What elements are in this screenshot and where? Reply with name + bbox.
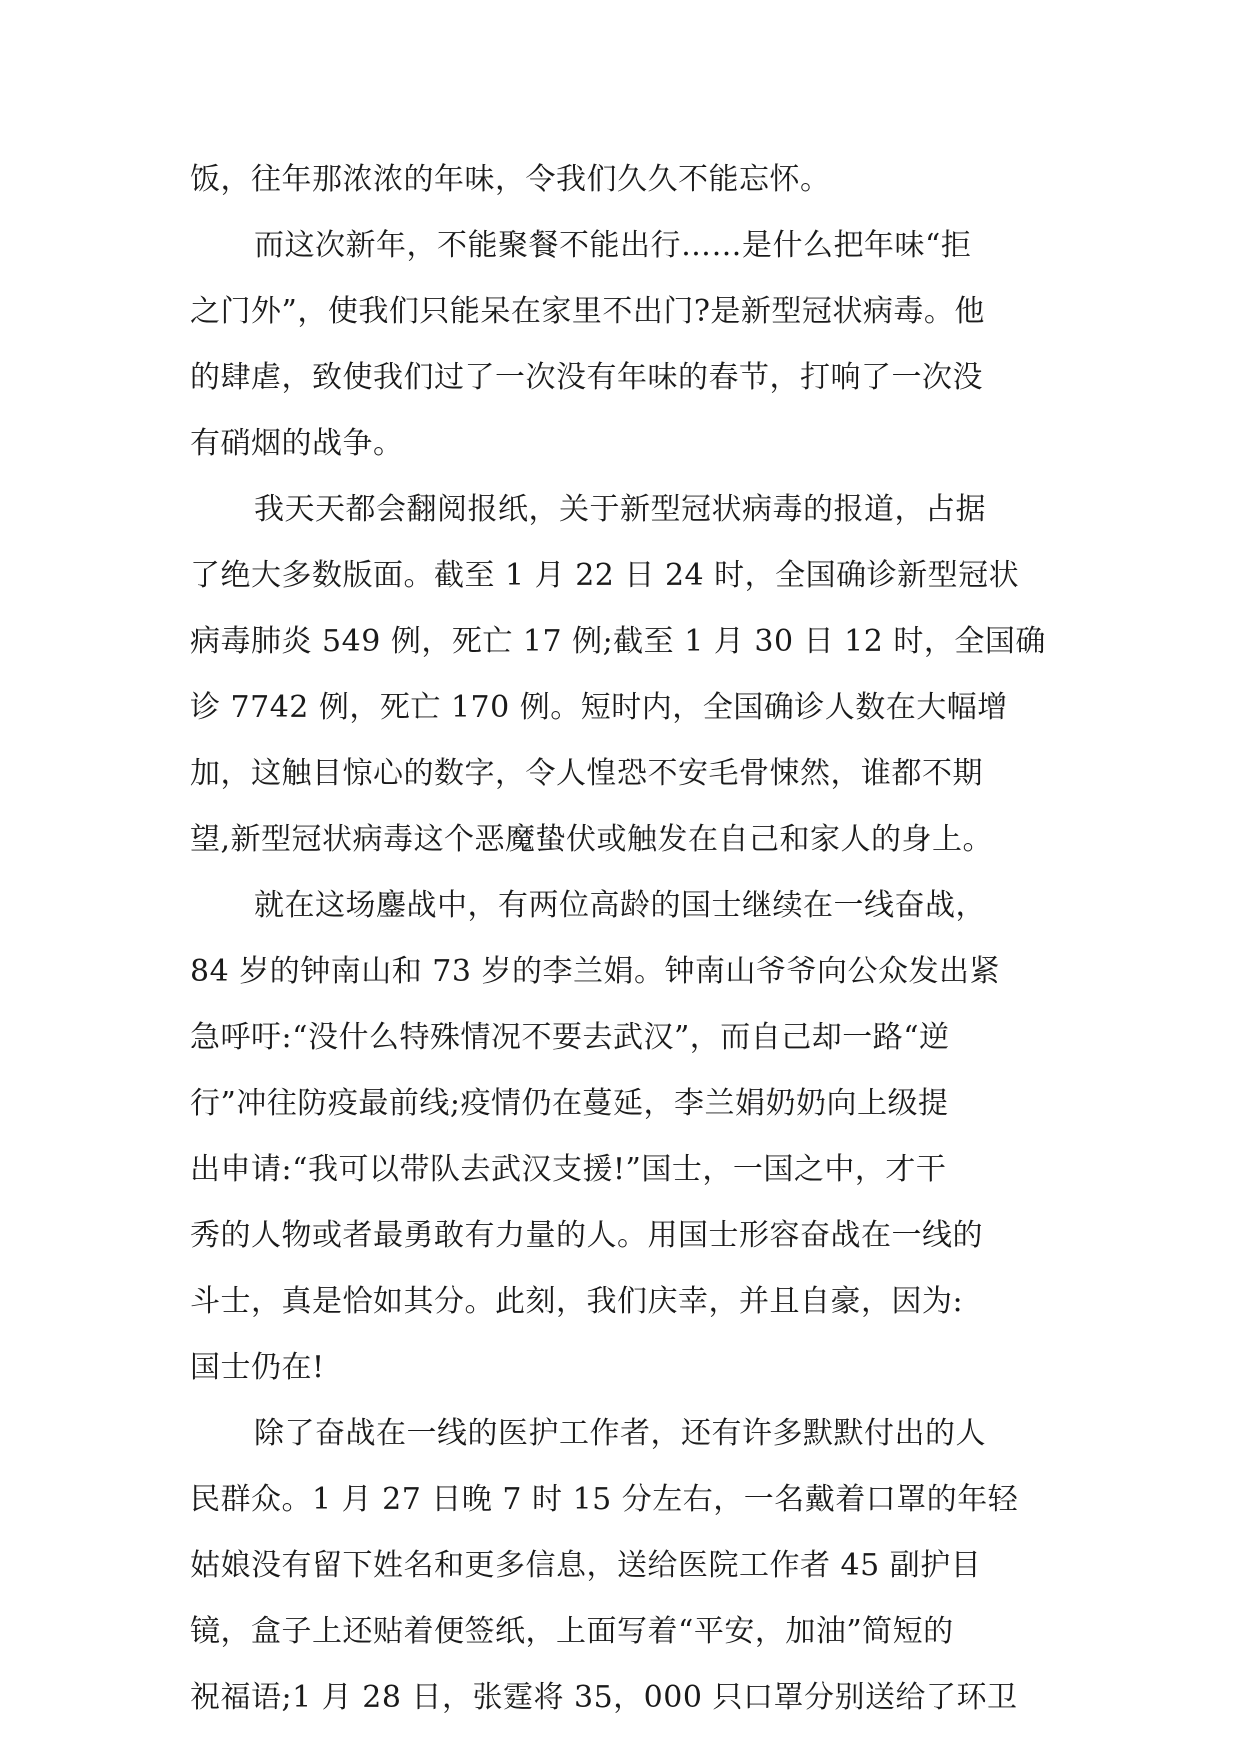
text-line: 祝福语;1 月 28 日，张霆将 35，000 只口罩分别送给了环卫 bbox=[190, 1680, 1018, 1715]
text-line: 斗士，真是恰如其分。此刻，我们庆幸，并且自豪，因为: bbox=[190, 1284, 964, 1319]
text-line: 望,新型冠状病毒这个恶魔蛰伏或触发在自己和家人的身上。 bbox=[190, 822, 994, 857]
text-line: 诊 7742 例，死亡 170 例。短时内，全国确诊人数在大幅增 bbox=[190, 690, 1008, 725]
text-line: 病毒肺炎 549 例，死亡 17 例;截至 1 月 30 日 12 时，全国确 bbox=[190, 624, 1046, 659]
text-line: 饭，往年那浓浓的年味，令我们久久不能忘怀。 bbox=[190, 162, 831, 197]
text-line: 镜，盒子上还贴着便签纸，上面写着“平安，加油”简短的 bbox=[190, 1614, 954, 1649]
text-line: 加，这触目惊心的数字，令人惶恐不安毛骨悚然，谁都不期 bbox=[190, 756, 983, 791]
text-line: 行”冲往防疫最前线;疫情仍在蔓延，李兰娟奶奶向上级提 bbox=[190, 1086, 949, 1121]
paragraph-start-line: 我天天都会翻阅报纸，关于新型冠状病毒的报道，占据 bbox=[254, 492, 986, 527]
paragraph-start-line: 就在这场鏖战中，有两位高龄的国士继续在一线奋战， bbox=[254, 888, 986, 923]
text-line: 了绝大多数版面。截至 1 月 22 日 24 时，全国确诊新型冠状 bbox=[190, 558, 1020, 593]
paragraph-start-line: 而这次新年，不能聚餐不能出行……是什么把年味“拒 bbox=[254, 228, 972, 263]
paragraph-start-line: 除了奋战在一线的医护工作者，还有许多默默付出的人 bbox=[254, 1416, 986, 1451]
text-line: 有硝烟的战争。 bbox=[190, 426, 404, 461]
text-line: 民群众。1 月 27 日晚 7 时 15 分左右，一名戴着口罩的年轻 bbox=[190, 1482, 1019, 1517]
text-line: 出申请:“我可以带队去武汉支援!”国士，一国之中，才干 bbox=[190, 1152, 947, 1187]
text-line: 之门外”，使我们只能呆在家里不出门?是新型冠状病毒。他 bbox=[190, 294, 985, 329]
text-line: 秀的人物或者最勇敢有力量的人。用国士形容奋战在一线的 bbox=[190, 1218, 983, 1253]
text-line: 国士仍在! bbox=[190, 1350, 325, 1385]
text-line: 急呼吁:“没什么特殊情况不要去武汉”，而自己却一路“逆 bbox=[190, 1020, 950, 1055]
text-line: 的肆虐，致使我们过了一次没有年味的春节，打响了一次没 bbox=[190, 360, 983, 395]
text-line: 84 岁的钟南山和 73 岁的李兰娟。钟南山爷爷向公众发出紧 bbox=[190, 954, 1000, 989]
text-line: 姑娘没有留下姓名和更多信息，送给医院工作者 45 副护目 bbox=[190, 1548, 982, 1583]
body-text bbox=[190, 147, 1050, 1731]
